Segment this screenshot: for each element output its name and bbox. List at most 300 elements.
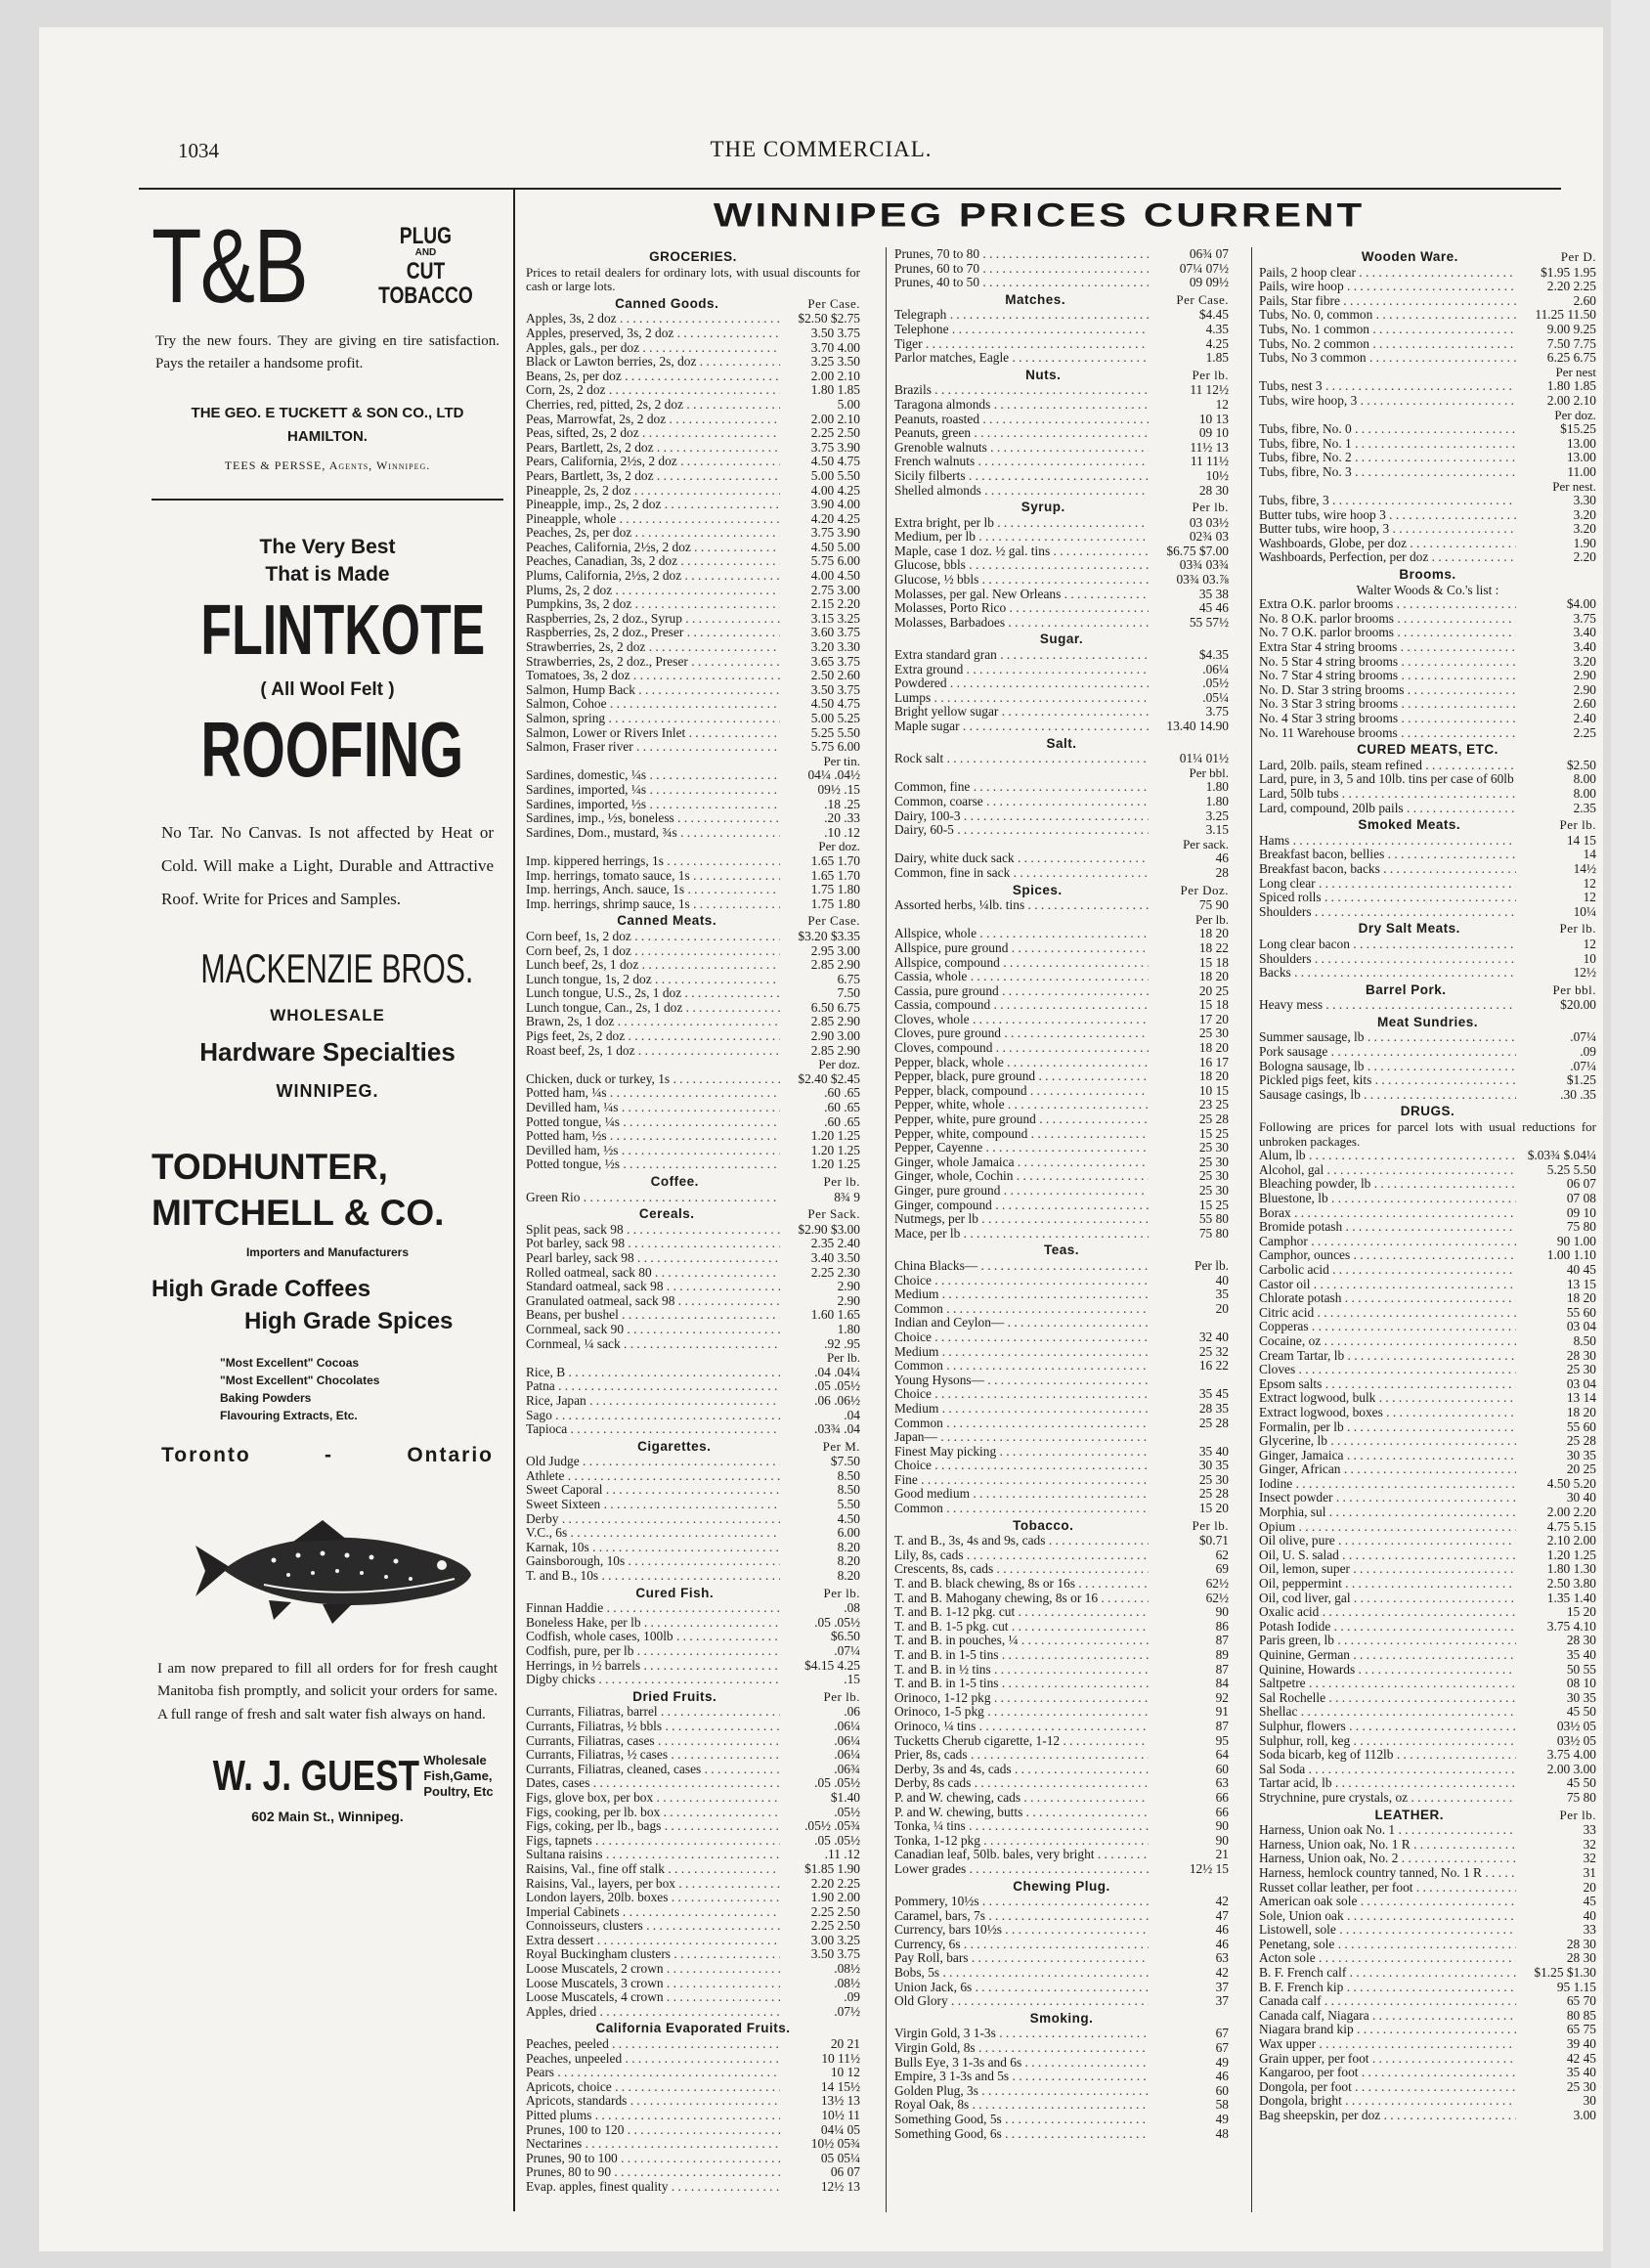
item-name: Pitted plums . . . xyxy=(526,2109,780,2123)
item-price: 1.80 1.85 xyxy=(810,382,860,398)
item-price: 2.35 2.40 xyxy=(810,1236,860,1251)
item-price: 67 xyxy=(1215,2026,1229,2041)
todhunter-name xyxy=(152,1145,503,1236)
item-price: .07¼ xyxy=(1570,1029,1596,1045)
item-price: 2.00 2.10 xyxy=(810,411,860,426)
item-price: 92 xyxy=(1215,1689,1229,1705)
price-row xyxy=(526,1455,860,1469)
item-price: 65 70 xyxy=(1566,1993,1596,2009)
price-row xyxy=(1259,1605,1596,1620)
price-row xyxy=(894,1330,1229,1345)
price-row xyxy=(1259,1391,1596,1406)
price-row xyxy=(526,1705,860,1720)
price-row xyxy=(894,1026,1229,1041)
item-name: Salmon, Cohoe . . . xyxy=(526,697,780,712)
item-name: Harness, Union oak No. 1 . . . xyxy=(1259,1823,1516,1838)
item-name: Something Good, 6s . . . xyxy=(894,2127,1149,2142)
price-row xyxy=(1259,1966,1596,1981)
item-name: Imp. herrings, shrimp sauce, 1s . . . xyxy=(526,897,780,912)
coffees-line: High Grade Coffees xyxy=(152,1275,371,1302)
section-unit: Per lb. xyxy=(1559,817,1596,833)
price-row xyxy=(526,958,860,973)
item-price: $4.35 xyxy=(1198,647,1229,663)
item-price: 06¾ 07 xyxy=(1189,247,1229,261)
item-price: .30 .35 xyxy=(1560,1086,1596,1102)
price-row xyxy=(894,1387,1229,1402)
item-price: 02¾ 03 xyxy=(1189,529,1229,545)
item-price: 6.00 xyxy=(837,1525,860,1541)
item-price: 45 50 xyxy=(1566,1775,1596,1791)
section-unit: Per bbl. xyxy=(1552,981,1596,997)
item-name: Medium . . . xyxy=(894,1345,1149,1360)
section-title: Matches. xyxy=(1005,291,1066,307)
price-row xyxy=(894,1417,1229,1431)
item-name: Tubs, wire hoop, 3 . . . xyxy=(1259,394,1516,409)
item-price: 11 12½ xyxy=(1190,382,1229,398)
item-name: Currency, bars 10½s . . . xyxy=(894,1923,1149,1938)
item-price: 6.25 6.75 xyxy=(1546,350,1596,366)
price-row xyxy=(1259,787,1596,802)
item-name: Raisins, Val., layers, per box . . . xyxy=(526,1877,780,1892)
price-row xyxy=(894,1577,1229,1592)
item-price: .05½ xyxy=(834,1804,860,1819)
item-price: 1.20 1.25 xyxy=(810,1128,860,1144)
item-name: Sal Rochelle . . . xyxy=(1259,1691,1516,1706)
item-name: Tubs, No. 2 common . . . xyxy=(1259,337,1516,352)
item-name: Tonka, 1-12 pkg . . . xyxy=(894,1834,1149,1849)
price-row xyxy=(894,1212,1229,1227)
item-name: Orinoco, 1-5 pkg . . . xyxy=(894,1705,1149,1720)
item-price: 2.90 xyxy=(1573,668,1596,683)
item-price: .06 xyxy=(844,1704,860,1720)
item-price: 31 xyxy=(1583,1864,1596,1880)
item-name: T. and B. 1-5 pkg. cut . . . xyxy=(894,1620,1149,1635)
item-name: Peaches, peeled . . . xyxy=(526,2037,780,2052)
item-name: Roast beef, 2s, 1 doz . . . xyxy=(526,1044,780,1059)
item-name: Finnan Haddie . . . xyxy=(526,1601,780,1616)
price-section-heading xyxy=(526,1587,860,1601)
item-price: .06¼ xyxy=(834,1732,860,1748)
item-name: T. and B. 1-12 pkg. cut . . . xyxy=(894,1605,1149,1620)
price-row xyxy=(526,455,860,469)
item-name: Sardines, Dom., mustard, ¾s . . . xyxy=(526,826,780,841)
price-row xyxy=(894,1127,1229,1142)
price-row xyxy=(526,355,860,370)
price-row xyxy=(894,1112,1229,1127)
item-name: Plums, California, 2½s, 2 doz . . . xyxy=(526,569,780,584)
item-name: T. and B. in pouches, ¼ . . . xyxy=(894,1634,1149,1648)
price-row xyxy=(526,1308,860,1323)
item-name: Finest May picking . . . xyxy=(894,1445,1149,1460)
price-row xyxy=(894,1098,1229,1112)
item-name: Citric acid . . . xyxy=(1259,1306,1516,1321)
guest-side xyxy=(423,1753,493,1799)
section-title: Smoking. xyxy=(1029,2010,1094,2026)
price-row xyxy=(894,898,1229,913)
item-price: 3.65 3.75 xyxy=(810,653,860,669)
price-row xyxy=(894,1981,1229,1995)
price-row xyxy=(1259,280,1596,294)
item-name: Raisins, Val., fine off stalk . . . xyxy=(526,1862,780,1877)
price-row xyxy=(894,469,1229,484)
item-price: 10 13 xyxy=(1198,411,1229,426)
price-row xyxy=(526,2123,860,2138)
price-row xyxy=(894,1776,1229,1791)
item-name: Connoisseurs, clusters . . . xyxy=(526,1919,780,1934)
item-price: 13½ 13 xyxy=(820,2093,860,2109)
item-name: Dongola, bright . . . xyxy=(1259,2094,1516,2109)
item-name: Boneless Hake, per lb . . . xyxy=(526,1616,780,1631)
item-name: Orinoco, 1-12 pkg . . . xyxy=(894,1691,1149,1706)
item-price: 3.50 3.75 xyxy=(810,325,860,340)
item-name: Peas, Marrowfat, 2s, 2 doz . . . xyxy=(526,413,780,427)
price-row xyxy=(1259,451,1596,465)
item-price: 18 20 xyxy=(1198,926,1229,941)
item-price: 18 20 xyxy=(1198,969,1229,984)
item-name: Beans, per bushel . . . xyxy=(526,1308,780,1323)
item-price: 45 46 xyxy=(1198,600,1229,616)
price-row xyxy=(1259,612,1596,627)
item-price: 30 xyxy=(1583,2093,1596,2109)
item-price: 20 21 xyxy=(830,2036,860,2052)
price-row xyxy=(1259,1895,1596,1909)
item-price: $1.25 $1.30 xyxy=(1534,1965,1596,1981)
item-name: No. 4 Star 3 string brooms . . . xyxy=(1259,712,1516,726)
price-row xyxy=(1259,1334,1596,1349)
flintkote-tagline xyxy=(152,534,503,589)
price-row xyxy=(894,809,1229,824)
item-name: Butter tubs, wire hoop, 3 . . . xyxy=(1259,522,1516,537)
item-name: Bag sheepskin, per doz . . . xyxy=(1259,2109,1516,2123)
item-price: 60 xyxy=(1215,1761,1229,1776)
price-row xyxy=(894,1374,1229,1388)
wholesale-label: WHOLESALE xyxy=(270,1006,385,1025)
item-price: 3.75 xyxy=(1205,704,1229,720)
item-name: Apples, preserved, 3s, 2 doz . . . xyxy=(526,327,780,341)
price-row xyxy=(526,944,860,959)
item-name: No. 5 Star 4 string brooms . . . xyxy=(1259,655,1516,670)
item-price: 18 20 xyxy=(1198,1040,1229,1056)
item-name: Acton sole . . . xyxy=(1259,1951,1516,1966)
price-row xyxy=(526,1891,860,1905)
item-price: 49 xyxy=(1215,2054,1229,2070)
price-row xyxy=(526,1962,860,1977)
item-price xyxy=(1149,1374,1229,1388)
item-name: Harness, hemlock country tanned, No. 1 R . . . xyxy=(1259,1866,1516,1881)
item-name: Chicken, duck or turkey, 1s . . . xyxy=(526,1072,780,1087)
item-name: Dairy, white duck sack . . . xyxy=(894,851,1149,866)
item-price: $2.90 $3.00 xyxy=(798,1221,860,1237)
item-name: Spiced rolls . . . xyxy=(1259,891,1516,905)
item-name: Figs, coking, per lb., bags . . . xyxy=(526,1819,780,1834)
item-price: 2.25 xyxy=(1573,724,1596,740)
price-row xyxy=(1259,2023,1596,2037)
section-title: Canned Goods. xyxy=(615,295,719,311)
roofing-text: No Tar. No Canvas. Is not affected by Heat or Cold. Will make a Light, Durable and Attractive Roof. Write for Prices and Samples. xyxy=(161,823,494,909)
price-row xyxy=(526,1569,860,1584)
page-header xyxy=(39,133,1603,174)
price-row xyxy=(1259,862,1596,877)
price-row xyxy=(526,930,860,944)
price-row xyxy=(526,783,860,798)
price-row xyxy=(526,1644,860,1659)
section-unit: Per lb. xyxy=(1192,367,1229,382)
item-name: Choice . . . xyxy=(894,1330,1149,1345)
item-price: 08 10 xyxy=(1566,1676,1596,1691)
price-row xyxy=(894,1562,1229,1577)
price-row xyxy=(526,1394,860,1409)
section-unit: Per Sack. xyxy=(807,1206,860,1222)
price-row xyxy=(1259,1866,1596,1881)
price-row xyxy=(1259,1592,1596,1606)
item-name: Peaches, Canadian, 3s, 2 doz . . . xyxy=(526,554,780,569)
item-name: No. 3 Star 3 string brooms . . . xyxy=(1259,697,1516,712)
item-name: Oil olive, pure . . . xyxy=(1259,1534,1516,1548)
price-section-heading xyxy=(526,1207,860,1222)
item-name: Dairy, 100-3 . . . xyxy=(894,809,1149,824)
item-name: Medium . . . xyxy=(894,1287,1149,1302)
item-name: Sardines, domestic, ¼s . . . xyxy=(526,768,780,783)
item-name: Fine . . . xyxy=(894,1473,1149,1488)
price-row xyxy=(526,2109,860,2123)
price-row xyxy=(894,1473,1229,1488)
item-name: Prunes, 90 to 100 . . . xyxy=(526,2152,780,2166)
guest-side-line: Poultry, Etc xyxy=(423,1783,494,1799)
item-price: 04¼ .04½ xyxy=(807,767,860,783)
item-price: 75 80 xyxy=(1198,1225,1229,1241)
product-item: "Most Excellent" Chocolates xyxy=(220,1374,380,1388)
item-price: 25 30 xyxy=(1198,1471,1229,1487)
item-name: Russet collar leather, per foot . . . xyxy=(1259,1881,1516,1896)
price-row xyxy=(526,1337,860,1352)
item-price: 3.15 xyxy=(1205,822,1229,838)
price-row xyxy=(526,1044,860,1059)
tb-tobacco: TOBACCO xyxy=(378,282,473,309)
tb-cut: CUT xyxy=(406,257,446,284)
price-row xyxy=(894,247,1229,262)
price-row xyxy=(894,558,1229,573)
price-row xyxy=(894,1994,1229,2009)
item-name: Pepper, white, pure ground . . . xyxy=(894,1112,1149,1127)
item-price: 3.90 4.00 xyxy=(810,497,860,512)
item-name: Peaches, unpeeled . . . xyxy=(526,2052,780,2067)
item-name: Dairy, 60-5 . . . xyxy=(894,823,1149,838)
item-name: Virgin Gold, 3 1-3s . . . xyxy=(894,2027,1149,2041)
item-name: T. and B. in 1-5 tins . . . xyxy=(894,1648,1149,1663)
item-name: Assorted herbs, ¼lb. tins . . . xyxy=(894,898,1149,913)
item-name: P. and W. chewing, butts . . . xyxy=(894,1806,1149,1820)
price-row xyxy=(894,383,1229,398)
price-row xyxy=(526,541,860,555)
price-row xyxy=(526,712,860,726)
item-name: T. and B. Mahogany chewing, 8s or 16 . . . xyxy=(894,1592,1149,1606)
price-row xyxy=(894,1862,1229,1877)
price-note: Prices to retail dealers for ordinary lots, with usual discounts for cash or large lots. xyxy=(526,264,860,294)
price-row xyxy=(526,883,860,897)
price-row xyxy=(1259,759,1596,773)
item-price: 03 03½ xyxy=(1189,514,1229,530)
item-price: 04¼ 05 xyxy=(820,2121,860,2137)
item-price: 87 xyxy=(1215,1718,1229,1733)
price-row xyxy=(894,1402,1229,1417)
prices-column-2 xyxy=(894,247,1229,2212)
price-row xyxy=(526,2052,860,2067)
item-price: 2.85 2.90 xyxy=(810,1014,860,1029)
item-price: 10½ xyxy=(1205,467,1229,483)
price-row xyxy=(526,1947,860,1962)
item-name: Saltpetre . . . xyxy=(1259,1677,1516,1691)
price-row xyxy=(526,1819,860,1834)
item-price: 3.00 3.25 xyxy=(810,1932,860,1947)
item-price: 2.35 xyxy=(1573,800,1596,815)
item-price: 3.70 4.00 xyxy=(810,339,860,355)
item-price: 09 10 xyxy=(1566,1204,1596,1220)
price-section-heading xyxy=(526,1690,860,1705)
price-row xyxy=(1259,1462,1596,1477)
item-price: 10½ 05¾ xyxy=(810,2136,860,2152)
item-price: 09 10 xyxy=(1198,425,1229,441)
item-price: 2.25 2.50 xyxy=(810,1918,860,1934)
price-row xyxy=(526,1086,860,1101)
price-row xyxy=(894,1459,1229,1473)
item-name: Camphor . . . xyxy=(1259,1235,1516,1249)
item-name: Iodine . . . xyxy=(1259,1477,1516,1492)
price-row xyxy=(894,2084,1229,2099)
item-name: Loose Muscatels, 2 crown . . . xyxy=(526,1962,780,1977)
item-price: 15 18 xyxy=(1198,954,1229,970)
price-row xyxy=(894,1069,1229,1084)
price-row xyxy=(1259,1520,1596,1535)
item-price: 28 30 xyxy=(1198,482,1229,498)
item-price: 10 15 xyxy=(1198,1082,1229,1098)
price-row xyxy=(1259,1677,1596,1691)
section-title: Dry Salt Meats. xyxy=(1358,921,1460,937)
item-name: Derby . . . xyxy=(526,1512,780,1527)
price-row xyxy=(526,1791,860,1806)
item-price: 1.65 1.70 xyxy=(810,852,860,868)
price-row xyxy=(894,441,1229,456)
item-name: Pepper, black, compound . . . xyxy=(894,1084,1149,1099)
item-name: Sweet Sixteen . . . xyxy=(526,1498,780,1512)
item-name: Currants, Filiatras, barrel . . . xyxy=(526,1705,780,1720)
item-price: 2.25 2.30 xyxy=(810,1264,860,1280)
price-unit-label: Per lb. xyxy=(1195,911,1229,927)
price-row xyxy=(1259,683,1596,698)
item-name: Bobs, 5s . . . xyxy=(894,1966,1149,1981)
price-row xyxy=(526,484,860,499)
item-name: Cloves . . . xyxy=(1259,1363,1516,1377)
roofing-title: ROOFING xyxy=(200,706,464,794)
item-price: 9.00 9.25 xyxy=(1546,321,1596,336)
todhunter-name-1: TODHUNTER, xyxy=(152,1147,388,1188)
price-row xyxy=(526,1366,860,1380)
item-price: 87 xyxy=(1215,1633,1229,1648)
item-name: Lunch tongue, 1s, 2 doz . . . xyxy=(526,973,780,987)
item-name: Athlete . . . xyxy=(526,1469,780,1484)
section-title: Nuts. xyxy=(1025,367,1062,382)
item-price: 12½ xyxy=(1573,965,1596,981)
item-price: 23 25 xyxy=(1198,1097,1229,1112)
price-row xyxy=(1259,1406,1596,1420)
item-name: Canada calf, Niagara . . . xyxy=(1259,2009,1516,2024)
item-name: Soda bicarb, keg of 112lb . . . xyxy=(1259,1748,1516,1763)
item-price: 13 15 xyxy=(1566,1276,1596,1291)
price-row xyxy=(894,516,1229,531)
price-row xyxy=(894,866,1229,881)
item-name: T. and B. in ½ tins . . . xyxy=(894,1663,1149,1678)
item-name: Oxalic acid . . . xyxy=(1259,1605,1516,1620)
section-title: DRUGS. xyxy=(1400,1104,1455,1119)
price-row xyxy=(1259,1823,1596,1838)
price-row xyxy=(1259,1923,1596,1938)
item-name: Raspberries, 2s, 2 doz., Preser . . . xyxy=(526,626,780,640)
item-price: 5.00 5.25 xyxy=(810,711,860,725)
todhunter-ad xyxy=(152,1145,503,1467)
price-row xyxy=(526,1734,860,1749)
price-row xyxy=(526,327,860,341)
price-row xyxy=(894,2027,1229,2041)
prices-title: WINNIPEG PRICES CURRENT xyxy=(713,196,1366,234)
item-price: 1.20 1.25 xyxy=(810,1142,860,1157)
item-name: Sultana raisins . . . xyxy=(526,1848,780,1862)
price-row xyxy=(1259,1938,1596,1952)
price-section-heading xyxy=(526,1440,860,1455)
item-name: No. 7 Star 4 string brooms . . . xyxy=(1259,669,1516,683)
item-name: Tubs, fibre, No. 1 . . . xyxy=(1259,437,1516,452)
item-price: 1.35 1.40 xyxy=(1546,1590,1596,1605)
item-name: Pay Roll, bars . . . xyxy=(894,1951,1149,1966)
item-price: 25 28 xyxy=(1198,1415,1229,1430)
item-price: 20 25 xyxy=(1198,982,1229,998)
price-row xyxy=(1259,1776,1596,1791)
price-section-heading xyxy=(1259,818,1596,833)
item-price: .05½ .05¾ xyxy=(804,1818,860,1834)
item-price: 2.00 2.20 xyxy=(1546,1505,1596,1520)
item-price: 3.20 xyxy=(1573,506,1596,522)
price-section-heading xyxy=(1259,1809,1596,1823)
item-name: Strychnine, pure crystals, oz . . . xyxy=(1259,1791,1516,1806)
item-price: 06 07 xyxy=(830,2164,860,2180)
item-name: Sal Soda . . . xyxy=(1259,1763,1516,1777)
item-name: Common . . . xyxy=(894,1302,1149,1317)
item-name: Long clear . . . xyxy=(1259,877,1516,892)
item-price: 5.00 xyxy=(837,396,860,412)
section-title: Smoked Meats. xyxy=(1358,817,1461,833)
price-row xyxy=(894,1834,1229,1849)
item-price: .08 xyxy=(844,1600,860,1616)
item-price: 2.25 2.50 xyxy=(810,425,860,441)
price-row xyxy=(1259,2109,1596,2123)
price-row xyxy=(1259,1691,1596,1706)
item-price: 2.40 xyxy=(1573,711,1596,725)
price-row xyxy=(526,2037,860,2052)
price-row xyxy=(526,526,860,541)
price-row xyxy=(1259,1235,1596,1249)
price-row xyxy=(894,308,1229,323)
section-title: Coffee. xyxy=(650,1174,699,1189)
item-price: 46 xyxy=(1215,1936,1229,1951)
item-price: 12 xyxy=(1583,936,1596,951)
item-name: Pepper, black, pure ground . . . xyxy=(894,1069,1149,1084)
price-row xyxy=(1259,1420,1596,1435)
item-price: 03 04 xyxy=(1566,1319,1596,1334)
item-price: 12½ 13 xyxy=(820,2178,860,2194)
item-name: Pails, Star fibre . . . xyxy=(1259,294,1516,309)
item-price: $.03¾ $.04¼ xyxy=(1527,1148,1596,1163)
item-name: Breakfast bacon, backs . . . xyxy=(1259,862,1516,877)
price-row xyxy=(526,370,860,384)
item-price: 46 xyxy=(1215,850,1229,866)
